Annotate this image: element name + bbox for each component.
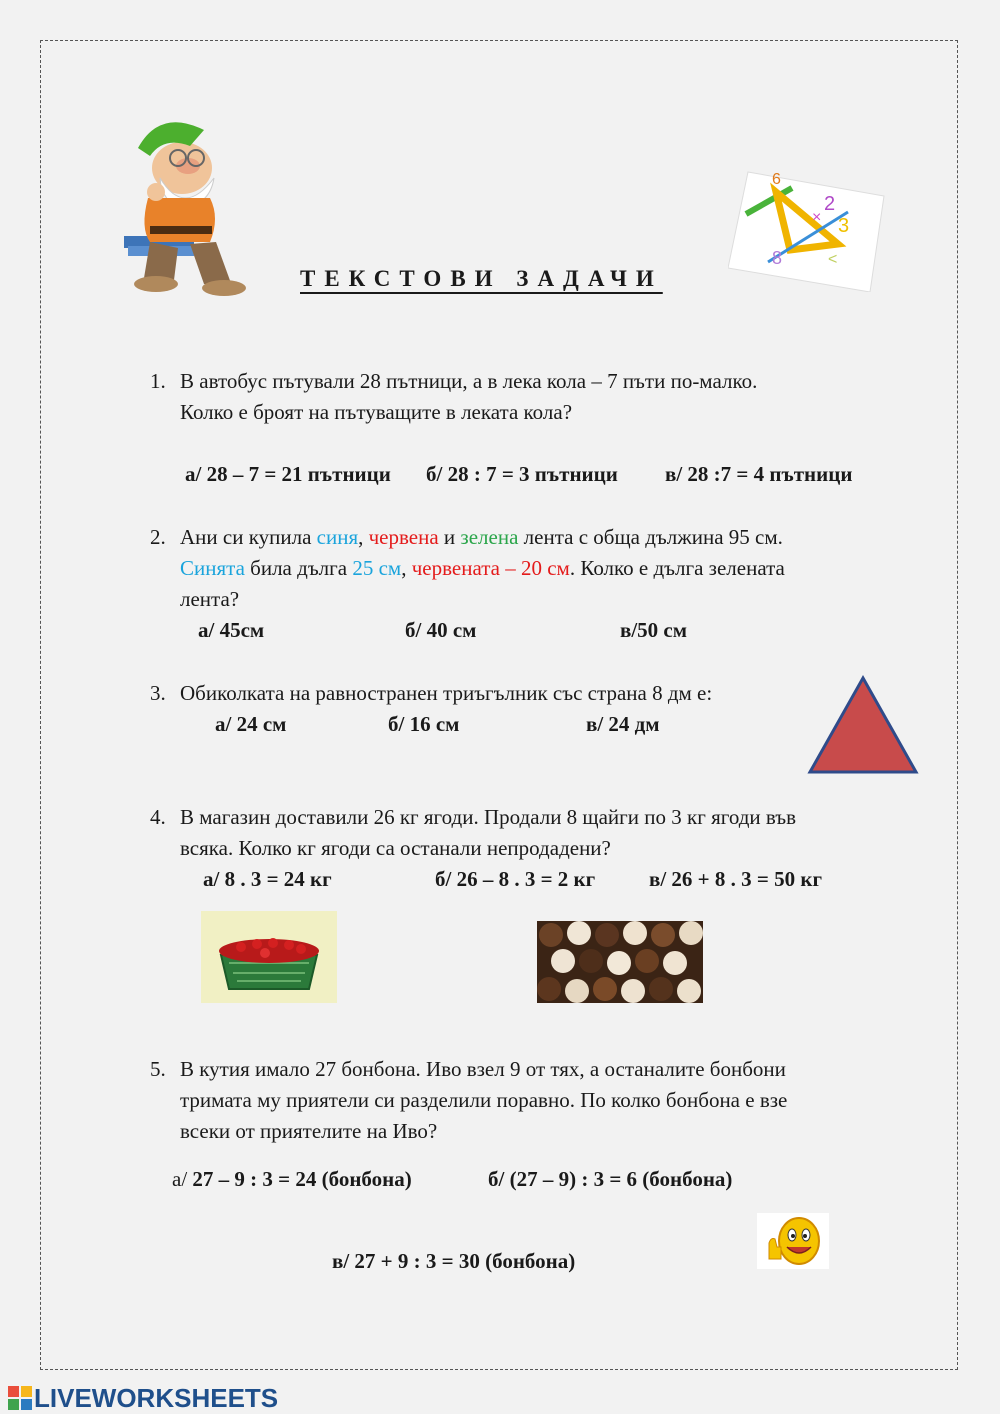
- text-span: ,: [401, 556, 412, 580]
- answer-a-prefix: а/: [172, 1167, 188, 1191]
- text-span: била дълга: [244, 556, 353, 580]
- task-4-line-1: В магазин доставили 26 кг ягоди. Продали 8 щайги по 3 кг ягоди във: [180, 805, 797, 829]
- task-2-line-2: [180, 553, 785, 584]
- task-1-answer-c[interactable]: в/ 28 :7 = 4 пътници: [665, 462, 853, 486]
- task-2-line-3: лента?: [180, 587, 240, 611]
- text-span: Ани си купила: [180, 525, 317, 549]
- task-1-text: [180, 366, 757, 428]
- task-2-answer-b[interactable]: б/ 40 см: [405, 618, 477, 642]
- text-span: ,: [358, 525, 369, 549]
- task-5-answer-c[interactable]: в/ 27 + 9 : 3 = 30 (бонбона): [332, 1249, 576, 1273]
- answer-a-text: 27 – 9 : 3 = 24 (бонбона): [187, 1167, 412, 1191]
- liveworksheets-logo[interactable]: [8, 1383, 278, 1414]
- task-5-number: 5.: [150, 1057, 166, 1081]
- svg-text:2: 2: [824, 193, 836, 215]
- task-3-number: 3.: [150, 681, 166, 705]
- task-5-answer-b[interactable]: б/ (27 – 9) : 3 = 6 (бонбона): [488, 1167, 733, 1191]
- svg-text:6: 6: [772, 171, 781, 188]
- dwarf-cartoon-image: [120, 108, 250, 298]
- task-1-answer-a[interactable]: а/ 28 – 7 = 21 пътници: [185, 462, 391, 486]
- task-3-answer-b[interactable]: б/ 16 см: [388, 712, 460, 736]
- task-5-line-3: всеки от приятелите на Иво?: [180, 1119, 438, 1143]
- text-span: лента с обща дължина 95 см.: [518, 525, 783, 549]
- svg-text:<: <: [828, 251, 838, 268]
- liveworksheets-brand-text: LIVEWORKSHEETS: [34, 1383, 279, 1413]
- chocolate-candies-image: [537, 921, 703, 1003]
- task-4-answer-b[interactable]: б/ 26 – 8 . 3 = 2 кг: [435, 867, 596, 891]
- task-2-answer-a[interactable]: а/ 45см: [198, 618, 265, 642]
- task-1-line-1: В автобус пътували 28 пътници, а в лека кола – 7 пъти по-малко.: [180, 369, 758, 393]
- svg-text:3: 3: [838, 215, 850, 237]
- task-1-line-2: Колко е броят на пътуващите в леката кола?: [180, 400, 573, 424]
- task-4-text: [180, 802, 796, 864]
- task-4-number: 4.: [150, 805, 166, 829]
- task-4-answer-c[interactable]: в/ 26 + 8 . 3 = 50 кг: [649, 867, 822, 891]
- task-2-text: [180, 522, 785, 615]
- task-5-line-1: В кутия имало 27 бонбона. Иво взел 9 от тях, а останалите бонбони: [180, 1057, 786, 1081]
- task-5-answer-a[interactable]: [172, 1167, 412, 1192]
- red-triangle-image: [806, 674, 920, 776]
- worksheet-title: ТЕКСТОВИ ЗАДАЧИ: [300, 266, 663, 291]
- task-3-answer-a[interactable]: а/ 24 см: [215, 712, 287, 736]
- svg-text:×: ×: [812, 209, 822, 226]
- task-3-answer-c[interactable]: в/ 24 дм: [586, 712, 660, 736]
- svg-text:8: 8: [772, 248, 783, 268]
- task-3-text: Обиколката на равностранен триъгълник със страна 8 дм е:: [180, 681, 713, 705]
- math-symbols-image: [728, 152, 888, 292]
- task-1-number: 1.: [150, 369, 166, 393]
- task-2-answer-c[interactable]: в/50 см: [620, 618, 688, 642]
- text-span: . Колко е дълга зелената: [569, 556, 785, 580]
- text-span: и: [438, 525, 461, 549]
- task-4-line-2: всяка. Колко кг ягоди са останали непродадени?: [180, 836, 611, 860]
- red-length: червената – 20 см: [411, 556, 570, 580]
- thumbs-up-smiley-icon: [757, 1213, 829, 1269]
- liveworksheets-logo-icon: [8, 1386, 32, 1410]
- task-2-number: 2.: [150, 525, 166, 549]
- word-red: червена: [368, 525, 439, 549]
- task-5-text: [180, 1054, 787, 1147]
- blue-length: 25 см: [352, 556, 402, 580]
- task-5-line-2: тримата му приятели си разделили поравно. По колко бонбона е взе: [180, 1088, 788, 1112]
- strawberry-basket-image: [201, 911, 337, 1003]
- word-green: зелена: [460, 525, 519, 549]
- word-blue: синя: [316, 525, 359, 549]
- word-blue-ribbon: Синята: [180, 556, 245, 580]
- task-1-answer-b[interactable]: б/ 28 : 7 = 3 пътници: [426, 462, 618, 486]
- task-4-answer-a[interactable]: а/ 8 . 3 = 24 кг: [203, 867, 332, 891]
- task-2-line-1: [180, 522, 785, 553]
